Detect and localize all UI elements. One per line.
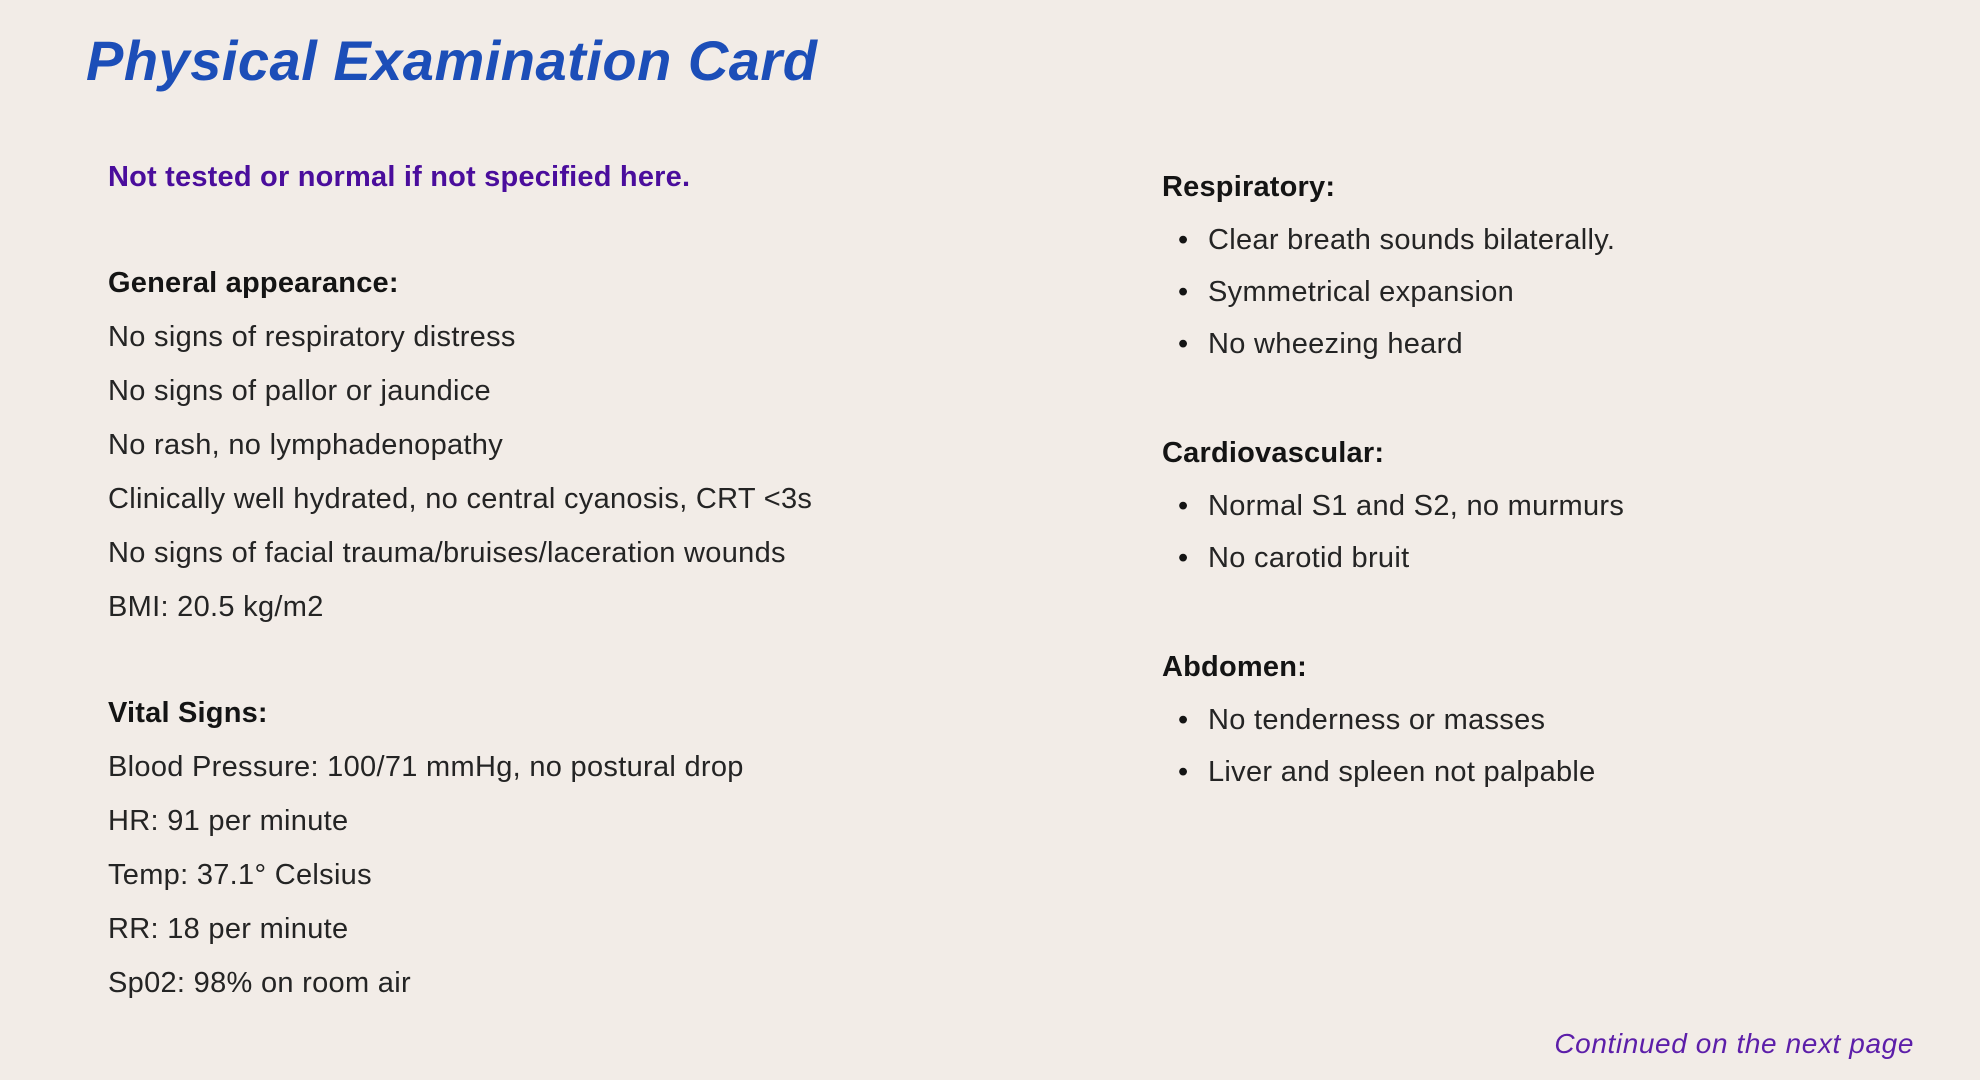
section-abdomen xyxy=(1162,640,1902,798)
section-general-appearance xyxy=(108,256,1008,634)
exam-finding: Clinically well hydrated, no central cyanosis, CRT <3s xyxy=(108,483,813,515)
section-heading: Cardiovascular: xyxy=(1162,437,1385,469)
list-item: • Clear breath sounds bilaterally. xyxy=(1162,214,1902,266)
finding-list xyxy=(1162,694,1902,798)
note-banner: Not tested or normal if not specified here. xyxy=(108,161,691,193)
list-item: • Liver and spleen not palpable xyxy=(1162,746,1902,798)
section-vital-signs xyxy=(108,686,1008,1010)
exam-finding: No rash, no lymphadenopathy xyxy=(108,429,504,461)
continued-note: Continued on the next page xyxy=(1554,1028,1914,1059)
vital-sign: Temp: 37.1° Celsius xyxy=(108,859,372,891)
page-title: Physical Examination Card xyxy=(86,29,818,92)
vital-sign: RR: 18 per minute xyxy=(108,913,349,945)
exam-finding: BMI: 20.5 kg/m2 xyxy=(108,591,324,623)
vital-sign: Sp02: 98% on room air xyxy=(108,967,411,999)
section-respiratory xyxy=(1162,160,1902,370)
exam-finding: No signs of respiratory distress xyxy=(108,321,516,353)
section-heading: Abdomen: xyxy=(1162,651,1307,683)
right-column xyxy=(1162,160,1902,798)
finding-list xyxy=(1162,480,1902,584)
section-heading: Vital Signs: xyxy=(108,697,268,729)
vital-sign: HR: 91 per minute xyxy=(108,805,349,837)
left-column xyxy=(108,150,1008,1010)
list-item: • Symmetrical expansion xyxy=(1162,266,1902,318)
section-heading: Respiratory: xyxy=(1162,171,1336,203)
section-heading: General appearance: xyxy=(108,267,399,299)
vital-sign: Blood Pressure: 100/71 mmHg, no postural drop xyxy=(108,751,744,783)
finding-list xyxy=(1162,214,1902,370)
exam-finding: No signs of facial trauma/bruises/laceration wounds xyxy=(108,537,786,569)
list-item: • No tenderness or masses xyxy=(1162,694,1902,746)
exam-finding: No signs of pallor or jaundice xyxy=(108,375,491,407)
section-cardiovascular xyxy=(1162,426,1902,584)
list-item: • Normal S1 and S2, no murmurs xyxy=(1162,480,1902,532)
list-item: • No wheezing heard xyxy=(1162,318,1902,370)
list-item: • No carotid bruit xyxy=(1162,532,1902,584)
